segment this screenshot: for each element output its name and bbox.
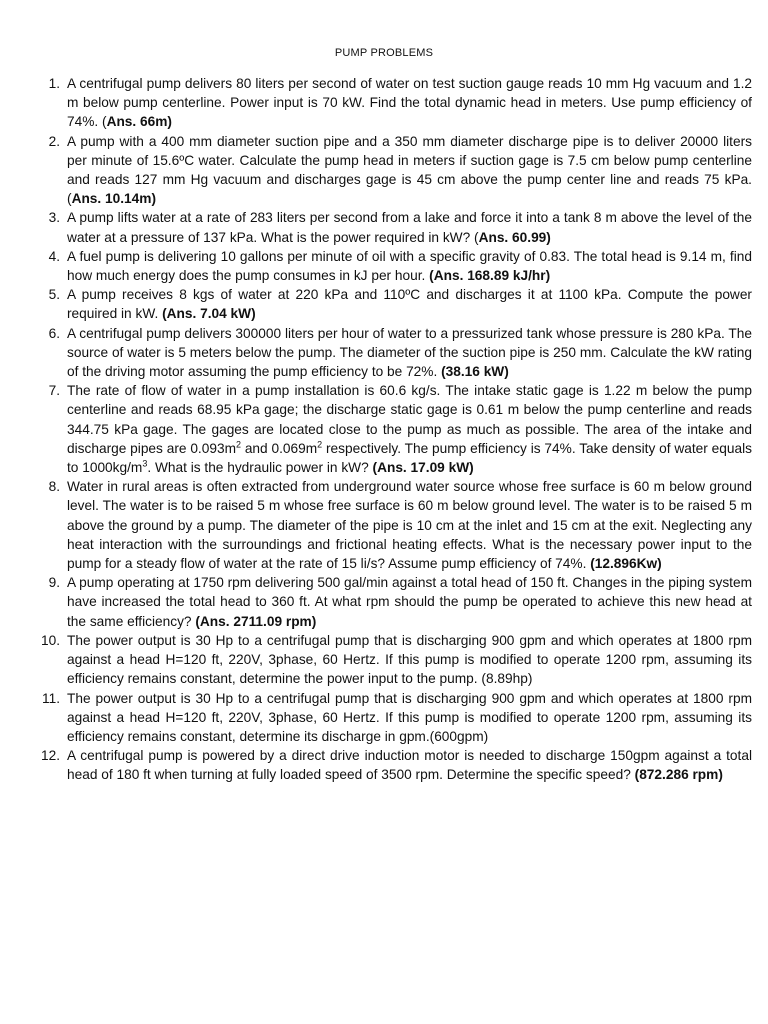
problem-answer: (Ans. 2711.09 rpm) [195, 613, 317, 629]
problem-answer: Ans. 60.99) [478, 229, 551, 245]
superscript: 2 [317, 439, 323, 450]
problem-number: 12. [40, 748, 60, 764]
problem-answer: Ans. 66m) [106, 114, 172, 130]
problem-answer: (Ans. 17.09 kW) [372, 460, 474, 476]
problem-number: 7. [48, 383, 60, 399]
superscript: 2 [235, 439, 241, 450]
problem-text: A centrifugal pump delivers 80 liters per second of water on test suction gauge reads 10 mm Hg vacuum and 1.2 m below pump centerline. Power input is 70 kW. Find the total dynamic head in meters. Use pump efficiency of 74%. ( [67, 76, 752, 130]
problem-item-10 [18, 631, 752, 689]
problem-item-1 [18, 74, 752, 132]
problem-text: A centrifugal pump is powered by a direct drive induction motor is needed to discharge 150gpm against a total head of 180 ft when turning at fully loaded speed of 3500 rpm. Determine the specific speed? [67, 748, 752, 783]
problem-item-7 [18, 381, 752, 477]
problem-number: 11. [41, 690, 60, 706]
superscript: 3 [142, 458, 148, 469]
problem-text: A centrifugal pump delivers 300000 liters per hour of water to a pressurized tank whose pressure is 280 kPa. The source of water is 5 meters below the pump. The diameter of the suction pipe is 250 mm. Calculate the kW rating of the driving motor assuming the pump efficiency to be 72%. [67, 325, 752, 380]
problem-item-4 [18, 247, 752, 285]
problem-number: 8. [48, 479, 60, 495]
problem-number: 2. [48, 133, 60, 149]
problem-text: A pump lifts water at a rate of 283 liters per second from a lake and force it into a tank 8 m above the level of the water at a pressure of 137 kPa. What is the power required in kW? ( [67, 210, 752, 245]
problem-text: A fuel pump is delivering 10 gallons per minute of oil with a specific gravity of 0.83. The total head is 9.14 m, find how much energy does the pump consumes in kJ per hour. [67, 248, 752, 284]
problem-item-11 [18, 689, 752, 747]
problem-item-5 [18, 285, 752, 323]
problem-item-6 [18, 324, 752, 382]
problem-answer: (12.896Kw) [590, 556, 662, 572]
problem-answer: (Ans. 7.04 kW) [162, 306, 256, 322]
problem-answer: (Ans. 168.89 kJ/hr) [429, 268, 551, 284]
problem-text: A pump with a 400 mm diameter suction pipe and a 350 mm diameter discharge pipe is to deliver 20000 liters per minute of 15.6ºC water. Calculate the pump head in meters if suction gage is 7.5 cm below pump centerline and reads 127 mm Hg vacuum and discharges gage is 45 cm above the pump center line and reads 75 kPa. ( [67, 133, 752, 207]
problem-number: 9. [48, 575, 60, 591]
problem-text: respectively. The pump efficiency is 74%. Take density of water equals to 1000kg/m [67, 440, 752, 476]
problem-text: Water in rural areas is often extracted from underground water source whose free surface is 60 m below ground level. The water is to be raised 5 m whose free surface is 60 m below ground level. The water is to be raised 5 m above the ground by a pump. The diameter of the pipe is 10 cm at the inlet and 15 cm at the exit. Neglecting any heat interaction with the surroundings and frictional heating effects. What is the necessary power input to the pump for a steady flow of water at the rate of 15 li/s? Assume pump efficiency of 74%. [67, 479, 752, 572]
problem-answer: (38.16 kW) [441, 364, 509, 380]
problem-list [18, 74, 752, 785]
problem-number: 1. [48, 76, 60, 91]
problem-number: 6. [48, 325, 60, 341]
problem-text: The rate of flow of water in a pump installation is 60.6 kg/s. The intake static gage is 1.22 m below the pump centerline and reads 68.95 kPa gage; the discharge static gage is 0.61 m below the pump centerline and reads 344.75 kPa gage. The gages are located close to the pump as much as possible. The area of the intake and discharge pipes are 0.093m [67, 383, 752, 456]
problem-text: . What is the hydraulic power in kW? [147, 460, 373, 476]
problem-item-9 [18, 573, 752, 631]
page-title: PUMP PROBLEMS [334, 47, 434, 59]
problem-text: A pump receives 8 kgs of water at 220 kPa and 110ºC and discharges it at 1100 kPa. Compute the power required in kW. [67, 287, 752, 322]
problem-number: 10. [40, 632, 60, 648]
problem-answer: (872.286 rpm) [634, 767, 723, 783]
problem-number: 5. [48, 287, 60, 303]
problem-item-12 [18, 746, 752, 784]
problem-text: The power output is 30 Hp to a centrifugal pump that is discharging 900 gpm and which operates at 1800 rpm against a head H=120 ft, 220V, 3phase, 60 Hertz. If this pump is modified to operate 1200 rpm, assuming its efficiency remains constant, determine its discharge in gpm.(600gpm) [67, 690, 752, 744]
problem-number: 3. [48, 210, 60, 226]
problem-item-3 [18, 208, 752, 246]
problem-answer: Ans. 10.14m) [71, 191, 157, 207]
problem-item-2 [18, 132, 752, 209]
problem-text: A pump operating at 1750 rpm delivering 500 gal/min against a total head of 150 ft. Changes in the piping system have increased the total head to 360 ft. At what rpm should the pump be operated to achieve this new head at the same efficiency? [67, 575, 752, 629]
problem-item-8 [18, 477, 752, 573]
problem-text: The power output is 30 Hp to a centrifugal pump that is discharging 900 gpm and which operates at 1800 rpm against a head H=120 ft, 220V, 3phase, 60 Hertz. If this pump is modified to operate 1200 rpm, assuming its efficiency remains constant, determine the power input to the pump. (8.89hp) [67, 632, 752, 687]
problem-text: and 0.069m [241, 440, 318, 456]
problem-number: 4. [48, 248, 60, 264]
